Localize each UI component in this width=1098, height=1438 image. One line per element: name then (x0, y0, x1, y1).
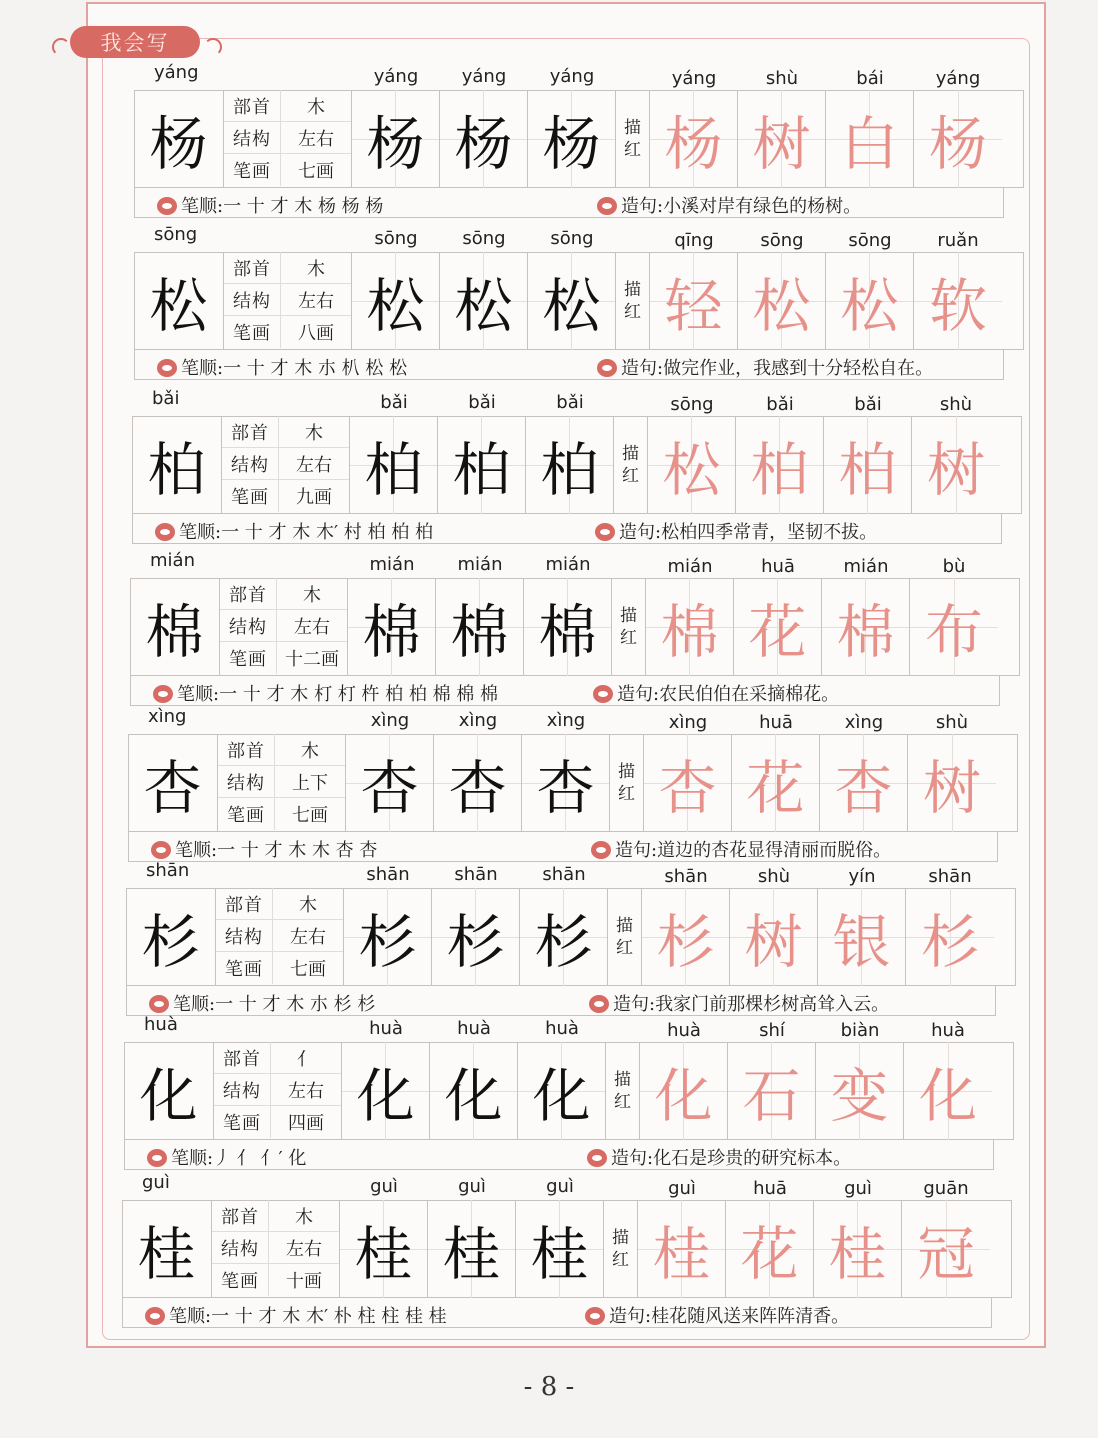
structure-value: 上下 (292, 772, 328, 794)
section-title: 我会写 (70, 26, 200, 58)
panda-icon (589, 995, 609, 1013)
trace-character: 杏 (644, 734, 732, 832)
trace-label: 描 红 (610, 734, 644, 832)
character-info (224, 252, 352, 350)
copy-character: 化 (342, 1042, 430, 1140)
radical-value: 木 (301, 740, 319, 762)
copy-character: 松 (440, 252, 528, 350)
trace-character: 树 (730, 888, 818, 986)
panda-icon (157, 197, 177, 215)
copy-character: 棉 (524, 578, 612, 676)
copy-pinyin: bǎi (468, 392, 496, 413)
copy-pinyin: yáng (549, 66, 595, 87)
trace-pinyin: bù (942, 556, 966, 577)
main-pinyin: shān (146, 860, 190, 881)
trace-character: 杉 (642, 888, 730, 986)
copy-character: 化 (430, 1042, 518, 1140)
trace-character: 松 (826, 252, 914, 350)
strokes-label: 笔画 (224, 316, 281, 348)
radical-label: 部首 (216, 888, 273, 919)
character-entry (126, 860, 1016, 1020)
example-sentence: 造句:我家门前那棵杉树高耸入云。 (589, 990, 889, 1016)
trace-pinyin: bǎi (854, 394, 882, 415)
trace-character: 布 (910, 578, 998, 676)
copy-pinyin: mián (545, 554, 591, 575)
structure-label: 结构 (214, 1074, 271, 1105)
trace-character: 变 (816, 1042, 904, 1140)
trace-pinyin: yáng (671, 68, 717, 89)
structure-label: 结构 (216, 920, 273, 951)
character-entry (128, 706, 1018, 866)
copy-character: 杏 (522, 734, 610, 832)
copy-character: 柏 (526, 416, 614, 514)
copy-character: 桂 (340, 1200, 428, 1298)
copy-pinyin: guì (546, 1176, 574, 1197)
copy-character: 杏 (434, 734, 522, 832)
character-info (220, 578, 348, 676)
copy-pinyin: sōng (550, 228, 594, 249)
radical-value: 亻 (297, 1048, 315, 1070)
stroke-order: 笔顺:一 十 才 木 朩 朳 松 松 (157, 354, 407, 380)
stroke-order: 笔顺:一 十 才 木 木′ 村 柏 柏 柏 (155, 518, 433, 544)
structure-value: 左右 (294, 616, 330, 638)
structure-label: 结构 (220, 610, 277, 641)
character-entry (122, 1172, 1012, 1332)
example-sentence: 造句:松柏四季常青，坚韧不拔。 (595, 518, 877, 544)
structure-label: 结构 (218, 766, 275, 797)
entry-footer (124, 1140, 994, 1170)
main-pinyin: xìng (148, 706, 187, 727)
trace-label: 描 红 (606, 1042, 640, 1140)
trace-character: 柏 (824, 416, 912, 514)
strokes-value: 八画 (298, 323, 334, 344)
trace-pinyin: shān (928, 866, 972, 887)
trace-pinyin: shù (765, 68, 799, 89)
copy-pinyin: bǎi (380, 392, 408, 413)
copy-pinyin: huà (545, 1018, 579, 1039)
stroke-order: 笔顺:一 十 才 木 杨 杨 杨 (157, 192, 383, 218)
trace-character: 花 (734, 578, 822, 676)
entry-footer (122, 1298, 992, 1328)
strokes-label: 笔画 (224, 154, 281, 186)
trace-character: 桂 (638, 1200, 726, 1298)
strokes-value: 十二画 (285, 649, 339, 670)
strokes-label: 笔画 (212, 1264, 269, 1296)
panda-icon (591, 841, 611, 859)
copy-character: 杉 (520, 888, 608, 986)
copy-character: 化 (518, 1042, 606, 1140)
trace-pinyin: shān (664, 866, 708, 887)
radical-label: 部首 (224, 252, 281, 283)
main-character: 桂 (122, 1200, 212, 1298)
stroke-order: 笔顺:一 十 才 木 木′ 朴 柱 柱 桂 桂 (145, 1302, 447, 1328)
trace-character: 杨 (650, 90, 738, 188)
panda-icon (157, 359, 177, 377)
trace-label: 描 红 (612, 578, 646, 676)
trace-character: 杏 (820, 734, 908, 832)
panda-icon (587, 1149, 607, 1167)
trace-character: 松 (738, 252, 826, 350)
trace-label: 描 红 (616, 90, 650, 188)
trace-character: 树 (908, 734, 996, 832)
trace-character: 软 (914, 252, 1002, 350)
main-pinyin: guì (142, 1172, 170, 1193)
stroke-order: 笔顺:一 十 才 木 朩 杉 杉 (149, 990, 375, 1016)
copy-pinyin: xìng (458, 710, 498, 731)
copy-character: 柏 (350, 416, 438, 514)
radical-value: 木 (299, 894, 317, 916)
trace-pinyin: sōng (670, 394, 714, 415)
strokes-label: 笔画 (216, 952, 273, 984)
copy-character: 棉 (348, 578, 436, 676)
main-character: 松 (134, 252, 224, 350)
structure-value: 左右 (298, 128, 334, 150)
strokes-label: 笔画 (222, 480, 279, 512)
main-character: 柏 (132, 416, 222, 514)
stroke-order: 笔顺:一 十 才 木 木 杏 杏 (151, 836, 377, 862)
panda-icon (593, 685, 613, 703)
trace-pinyin: guì (668, 1178, 696, 1199)
trace-character: 石 (728, 1042, 816, 1140)
trace-pinyin: guān (923, 1178, 969, 1199)
trace-pinyin: huà (667, 1020, 701, 1041)
example-sentence: 造句:化石是珍贵的研究标本。 (587, 1144, 851, 1170)
trace-pinyin: xìng (668, 712, 708, 733)
copy-character: 杉 (344, 888, 432, 986)
strokes-value: 七画 (292, 805, 328, 826)
main-pinyin: sōng (154, 224, 198, 245)
character-entry (134, 224, 1024, 384)
copy-character: 杉 (432, 888, 520, 986)
radical-label: 部首 (212, 1200, 269, 1231)
trace-character: 棉 (646, 578, 734, 676)
trace-pinyin: xìng (844, 712, 884, 733)
character-info (222, 416, 350, 514)
stroke-order: 笔顺:丿 亻 亻′ 化 (147, 1144, 306, 1170)
trace-pinyin: huā (753, 1178, 787, 1199)
trace-character: 树 (912, 416, 1000, 514)
trace-character: 化 (640, 1042, 728, 1140)
character-info (216, 888, 344, 986)
main-character: 棉 (130, 578, 220, 676)
entry-footer (130, 676, 1000, 706)
copy-pinyin: yáng (461, 66, 507, 87)
copy-pinyin: shān (454, 864, 498, 885)
page-number: - 8 - (523, 1372, 575, 1402)
copy-pinyin: huà (457, 1018, 491, 1039)
panda-icon (151, 841, 171, 859)
copy-pinyin: yáng (373, 66, 419, 87)
copy-pinyin: guì (370, 1176, 398, 1197)
panda-icon (145, 1307, 165, 1325)
trace-pinyin: huā (759, 712, 793, 733)
main-pinyin: bǎi (152, 388, 180, 409)
radical-label: 部首 (218, 734, 275, 765)
copy-character: 桂 (516, 1200, 604, 1298)
structure-label: 结构 (224, 122, 281, 153)
radical-value: 木 (303, 584, 321, 606)
trace-label: 描 红 (614, 416, 648, 514)
panda-icon (155, 523, 175, 541)
trace-pinyin: qīng (674, 230, 714, 251)
strokes-value: 四画 (288, 1113, 324, 1134)
copy-character: 杨 (528, 90, 616, 188)
copy-character: 松 (352, 252, 440, 350)
trace-pinyin: guì (844, 1178, 872, 1199)
main-pinyin: yáng (154, 62, 199, 83)
radical-value: 木 (307, 96, 325, 118)
copy-character: 柏 (438, 416, 526, 514)
tab-curl-left (52, 38, 70, 56)
copy-character: 杏 (346, 734, 434, 832)
structure-label: 结构 (224, 284, 281, 315)
panda-icon (597, 359, 617, 377)
trace-character: 棉 (822, 578, 910, 676)
main-pinyin: mián (150, 550, 195, 571)
tab-curl-right (204, 38, 222, 56)
entry-footer (134, 350, 1004, 380)
main-pinyin: huà (144, 1014, 178, 1035)
copy-character: 松 (528, 252, 616, 350)
trace-pinyin: mián (667, 556, 713, 577)
strokes-value: 九画 (296, 487, 332, 508)
radical-label: 部首 (224, 90, 281, 121)
panda-icon (597, 197, 617, 215)
trace-character: 杉 (906, 888, 994, 986)
structure-value: 左右 (288, 1080, 324, 1102)
strokes-label: 笔画 (218, 798, 275, 830)
character-info (214, 1042, 342, 1140)
panda-icon (149, 995, 169, 1013)
example-sentence: 造句:道边的杏花显得清丽而脱俗。 (591, 836, 891, 862)
trace-pinyin: ruǎn (937, 230, 979, 251)
example-sentence: 造句:农民伯伯在采摘棉花。 (593, 680, 839, 706)
panda-icon (595, 523, 615, 541)
strokes-label: 笔画 (220, 642, 277, 674)
trace-pinyin: sōng (848, 230, 892, 251)
copy-pinyin: guì (458, 1176, 486, 1197)
example-sentence: 造句:桂花随风送来阵阵清香。 (585, 1302, 849, 1328)
copy-character: 棉 (436, 578, 524, 676)
copy-pinyin: sōng (374, 228, 418, 249)
radical-value: 木 (295, 1206, 313, 1228)
strokes-value: 七画 (290, 959, 326, 980)
panda-icon (147, 1149, 167, 1167)
character-entry (124, 1014, 1014, 1174)
trace-pinyin: bái (856, 68, 884, 89)
trace-pinyin: huā (761, 556, 795, 577)
copy-pinyin: mián (369, 554, 415, 575)
trace-pinyin: sōng (760, 230, 804, 251)
character-info (218, 734, 346, 832)
trace-character: 树 (738, 90, 826, 188)
copy-pinyin: shān (542, 864, 586, 885)
trace-character: 轻 (650, 252, 738, 350)
copy-pinyin: bǎi (556, 392, 584, 413)
main-character: 杨 (134, 90, 224, 188)
entry-footer (126, 986, 996, 1016)
structure-value: 左右 (286, 1238, 322, 1260)
trace-pinyin: shù (939, 394, 973, 415)
trace-character: 银 (818, 888, 906, 986)
radical-label: 部首 (222, 416, 279, 447)
radical-label: 部首 (220, 578, 277, 609)
copy-pinyin: sōng (462, 228, 506, 249)
trace-character: 花 (732, 734, 820, 832)
copy-character: 桂 (428, 1200, 516, 1298)
trace-pinyin: mián (843, 556, 889, 577)
structure-value: 左右 (290, 926, 326, 948)
example-sentence: 造句:做完作业，我感到十分轻松自在。 (597, 354, 933, 380)
character-info (212, 1200, 340, 1298)
structure-label: 结构 (222, 448, 279, 479)
trace-character: 花 (726, 1200, 814, 1298)
character-info (224, 90, 352, 188)
trace-pinyin: shù (757, 866, 791, 887)
example-sentence: 造句:小溪对岸有绿色的杨树。 (597, 192, 861, 218)
structure-label: 结构 (212, 1232, 269, 1263)
trace-label: 描 红 (616, 252, 650, 350)
copy-character: 杨 (352, 90, 440, 188)
entry-footer (132, 514, 1002, 544)
trace-character: 冠 (902, 1200, 990, 1298)
trace-character: 柏 (736, 416, 824, 514)
trace-character: 杨 (914, 90, 1002, 188)
copy-character: 杨 (440, 90, 528, 188)
strokes-value: 七画 (298, 161, 334, 182)
character-entry (130, 550, 1020, 710)
copy-pinyin: mián (457, 554, 503, 575)
copy-pinyin: xìng (370, 710, 410, 731)
trace-label: 描 红 (604, 1200, 638, 1298)
trace-pinyin: yáng (935, 68, 981, 89)
radical-value: 木 (305, 422, 323, 444)
strokes-value: 十画 (286, 1271, 322, 1292)
panda-icon (585, 1307, 605, 1325)
main-character: 杉 (126, 888, 216, 986)
trace-pinyin: shù (935, 712, 969, 733)
structure-value: 左右 (298, 290, 334, 312)
character-entry (134, 62, 1024, 222)
radical-label: 部首 (214, 1042, 271, 1073)
radical-value: 木 (307, 258, 325, 280)
trace-pinyin: bǎi (766, 394, 794, 415)
character-entry (132, 388, 1022, 548)
trace-pinyin: yín (848, 866, 876, 887)
trace-pinyin: biàn (840, 1020, 880, 1041)
main-character: 杏 (128, 734, 218, 832)
trace-character: 松 (648, 416, 736, 514)
trace-character: 化 (904, 1042, 992, 1140)
trace-label: 描 红 (608, 888, 642, 986)
trace-character: 白 (826, 90, 914, 188)
copy-pinyin: shān (366, 864, 410, 885)
trace-pinyin: shí (759, 1020, 785, 1041)
main-character: 化 (124, 1042, 214, 1140)
stroke-order: 笔顺:一 十 才 木 朾 朾 杵 柏 柏 棉 棉 棉 (153, 680, 498, 706)
copy-pinyin: xìng (546, 710, 586, 731)
trace-character: 桂 (814, 1200, 902, 1298)
panda-icon (153, 685, 173, 703)
strokes-label: 笔画 (214, 1106, 271, 1138)
trace-pinyin: huà (931, 1020, 965, 1041)
entry-footer (128, 832, 998, 862)
entry-footer (134, 188, 1004, 218)
copy-pinyin: huà (369, 1018, 403, 1039)
structure-value: 左右 (296, 454, 332, 476)
